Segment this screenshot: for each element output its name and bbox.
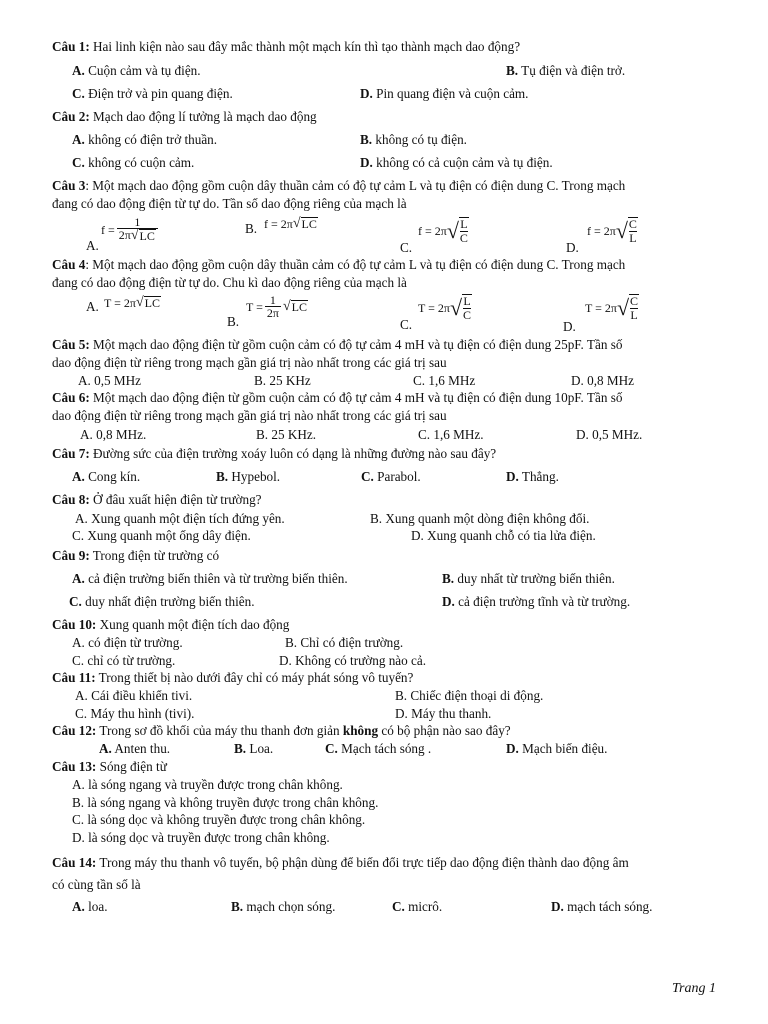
q12-option-d: D. Mạch biến điệu. bbox=[506, 741, 608, 756]
q4-option-a: A. bbox=[86, 299, 99, 314]
q5-option-c: C. 1,6 MHz bbox=[413, 373, 476, 388]
q4-formula-a: T = 2π √ LC bbox=[104, 295, 160, 310]
question-6-line-2: dao động điện từ riêng trong mạch gần giá trị nào nhất trong các giá trị sau bbox=[52, 408, 447, 423]
q4-formula-d: T = 2π √ C L bbox=[585, 294, 639, 322]
q3-formula-b: f = 2π √ LC bbox=[264, 216, 317, 231]
q6-option-c: C. 1,6 MHz. bbox=[418, 427, 484, 442]
q13-option-a: A. là sóng ngang và truyền được trong chân không. bbox=[72, 777, 343, 792]
q8-option-b: B. Xung quanh một dòng điện không đổi. bbox=[370, 511, 590, 526]
q8-option-d: D. Xung quanh chỗ có tia lửa điện. bbox=[411, 528, 596, 543]
q7-option-a: A. Cong kín. bbox=[72, 469, 141, 484]
q4-option-b: B. bbox=[227, 314, 240, 329]
question-3-line-2: đang có dao động điện từ tự do. Tần số dao động riêng của mạch là bbox=[52, 196, 407, 211]
q8-option-a: A. Xung quanh một điện tích đứng yên. bbox=[75, 511, 285, 526]
question-9: Câu 9: Trong điện từ trường có bbox=[52, 548, 220, 563]
q14-option-d: D. mạch tách sóng. bbox=[551, 899, 653, 914]
q1-option-c: C. Điện trở và pin quang điện. bbox=[72, 86, 233, 101]
q6-option-a: A. 0,8 MHz. bbox=[80, 427, 147, 442]
q3-formula-d: f = 2π √ C L bbox=[587, 217, 637, 245]
q4-formula-b: T = $\frac{1}{2\pi}$ √ LC bbox=[246, 293, 307, 320]
q6-option-d: D. 0,5 MHz. bbox=[576, 427, 643, 442]
q1-option-d: D. Pin quang điện và cuộn cảm. bbox=[360, 86, 529, 101]
question-5-line-2: dao động điện từ riêng trong mạch gần giá trị nào nhất trong các giá trị sau bbox=[52, 355, 447, 370]
q1-option-b: B. Tụ điện và điện trở. bbox=[506, 63, 626, 78]
q10-option-c: C. chỉ có từ trường. bbox=[72, 653, 176, 668]
q14-option-b: B. mạch chọn sóng. bbox=[231, 899, 336, 914]
q8-option-c: C. Xung quanh một ống dây điện. bbox=[72, 528, 251, 543]
q13-option-b: B. là sóng ngang và không truyền được trong chân không. bbox=[72, 795, 379, 810]
question-7: Câu 7: Đường sức của điện trường xoáy luôn có dạng là những đường nào sau đây? bbox=[52, 446, 497, 461]
question-5: Câu 5: Một mạch dao động điện từ gồm cuộn cảm có độ tự cảm 4 mH và tụ điện có điện dung 25pF. Tần số bbox=[52, 337, 623, 352]
q12-option-b: B. Loa. bbox=[234, 741, 274, 756]
q2-option-b: B. không có tụ điện. bbox=[360, 132, 467, 147]
q4-formula-c: T = 2π √ L C bbox=[418, 294, 472, 322]
q11-option-d: D. Máy thu thanh. bbox=[395, 706, 492, 721]
question-14-line-2: có cùng tần số là bbox=[52, 877, 141, 892]
q3-option-a: A. bbox=[86, 238, 99, 253]
q5-option-a: A. 0,5 MHz bbox=[78, 373, 142, 388]
q4-option-c: C. bbox=[400, 317, 413, 332]
page-footer: Trang 1 bbox=[672, 981, 716, 996]
q12-option-c: C. Mạch tách sóng . bbox=[325, 741, 432, 756]
question-12: Câu 12: Trong sơ đồ khối của máy thu thanh đơn giản không có bộ phận nào sao đây? bbox=[52, 723, 511, 738]
question-11: Câu 11: Trong thiết bị nào dưới đây chỉ có máy phát sóng vô tuyến? bbox=[52, 670, 414, 685]
q9-option-c: C. duy nhất điện trường biến thiên. bbox=[69, 594, 255, 609]
q11-option-b: B. Chiếc điện thoại di động. bbox=[395, 688, 544, 703]
question-4: Câu 4: Một mạch dao động gồm cuộn dây thuần cảm có độ tự cảm L và tụ điện có điện dung C. Trong mạch bbox=[52, 257, 626, 272]
question-4-line-2: đang có dao động điện từ tự do. Chu kì dao động riêng của mạch là bbox=[52, 275, 407, 290]
q9-option-d: D. cả điện trường tĩnh và từ trường. bbox=[442, 594, 631, 609]
q3-formula-a: f = 1 2π √ LC bbox=[101, 216, 160, 243]
q13-option-c: C. là sóng dọc và không truyền được trong chân không. bbox=[72, 812, 366, 827]
q6-option-b: B. 25 KHz. bbox=[256, 427, 317, 442]
q10-option-d: D. Không có trường nào cả. bbox=[279, 653, 427, 668]
q2-option-a: A. không có điện trở thuần. bbox=[72, 132, 218, 147]
question-3: Câu 3: Một mạch dao động gồm cuộn dây thuần cảm có độ tự cảm L và tụ điện có điện dung C. Trong mạch bbox=[52, 178, 626, 193]
q1-option-a: A. Cuộn cảm và tụ điện. bbox=[72, 63, 201, 78]
q3-option-b: B. bbox=[245, 221, 258, 236]
q9-option-b: B. duy nhất từ trường biến thiên. bbox=[442, 571, 615, 586]
q11-option-a: A. Cái điều khiển tivi. bbox=[75, 688, 193, 703]
q5-option-b: B. 25 KHz bbox=[254, 373, 311, 388]
q12-option-a: A. Anten thu. bbox=[99, 741, 171, 756]
question-10: Câu 10: Xung quanh một điện tích dao động bbox=[52, 617, 290, 632]
q13-option-d: D. là sóng dọc và truyền được trong chân không. bbox=[72, 830, 330, 845]
question-14: Câu 14: Trong máy thu thanh vô tuyến, bộ phận dùng để biến đổi trực tiếp dao động điện thành dao động âm bbox=[52, 855, 629, 870]
q3-formula-c: f = 2π √ L C bbox=[418, 217, 468, 245]
question-8: Câu 8: Ở đâu xuất hiện điện từ trường? bbox=[52, 492, 262, 507]
q14-option-a: A. loa. bbox=[72, 899, 108, 914]
question-6: Câu 6: Một mạch dao động điện từ gồm cuộn cảm có độ tự cảm 4 mH và tụ điện có điện dung 10pF. Tần số bbox=[52, 390, 623, 405]
q7-option-b: B. Hypebol. bbox=[216, 469, 281, 484]
q11-option-c: C. Máy thu hình (tivi). bbox=[75, 706, 195, 721]
q4-option-d: D. bbox=[563, 319, 576, 334]
q14-option-c: C. micrô. bbox=[392, 899, 443, 914]
q9-option-a: A. cả điện trường biến thiên và từ trường biến thiên. bbox=[72, 571, 348, 586]
q10-option-b: B. Chỉ có điện trường. bbox=[285, 635, 404, 650]
question-2: Câu 2: Mạch dao động lí tưởng là mạch dao động bbox=[52, 109, 317, 124]
q2-option-c: C. không có cuộn cảm. bbox=[72, 155, 195, 170]
q10-option-a: A. có điện từ trường. bbox=[72, 635, 183, 650]
question-1: Câu 1: Hai linh kiện nào sau đây mắc thành một mạch kín thì tạo thành mạch dao động? bbox=[52, 39, 521, 54]
q3-option-d: D. bbox=[566, 240, 579, 255]
q2-option-d: D. không có cả cuộn cảm và tụ điện. bbox=[360, 155, 553, 170]
q3-option-c: C. bbox=[400, 240, 413, 255]
question-13: Câu 13: Sóng điện từ bbox=[52, 759, 167, 774]
q7-option-c: C. Parabol. bbox=[361, 469, 421, 484]
q5-option-d: D. 0,8 MHz bbox=[571, 373, 635, 388]
q7-option-d: D. Thẳng. bbox=[506, 469, 559, 484]
